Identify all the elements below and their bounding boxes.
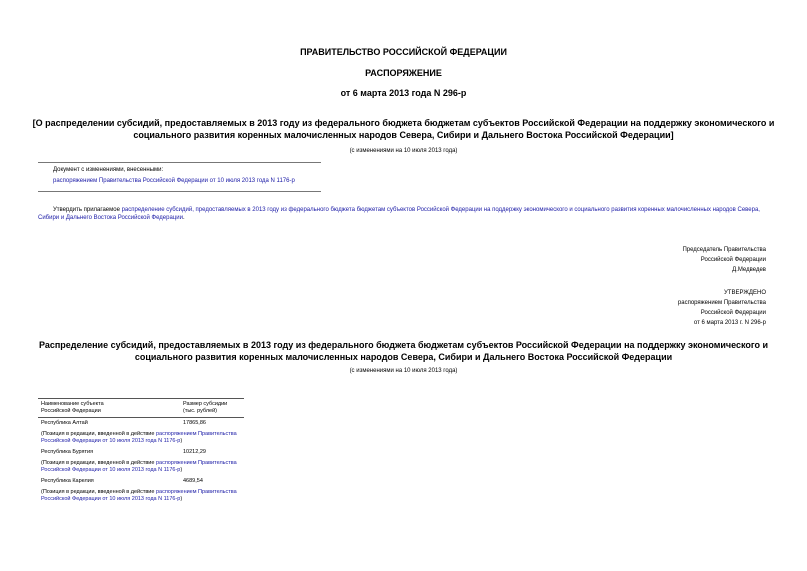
approval-block xyxy=(678,288,766,328)
changes-label: Документ с изменениями, внесенными: xyxy=(53,167,164,173)
amount-cell: 10212,29 xyxy=(183,449,206,455)
body-distribution-link[interactable]: распределение субсидий, предоставляемых в 2013 году из федерального бюджета бюджетам субъектов Российской Федерации на поддержку экономического и социального развития коренных малочисленных народов Севера, Сибири и Дальнего Востока Российской Федерации xyxy=(38,207,760,221)
approval-line1: УТВЕРЖДЕНО xyxy=(723,290,766,296)
amount-cell: 4689,54 xyxy=(183,478,203,484)
note-link[interactable]: распоряжением Правительства Российской Федерации от 10 июля 2013 года N 1176-р xyxy=(41,431,237,444)
header-region: Наименование субъекта Российской Федерации xyxy=(38,399,180,418)
position-note: (Позиция в редакции, введенной в действие распоряжением Правительства Российской Федерации от 10 июля 2013 года N 1176-р) xyxy=(41,489,237,502)
approval-line4: от 6 марта 2013 г. N 296-р xyxy=(693,320,766,326)
header-amount: Размер субсидии (тыс. рублей) xyxy=(180,399,244,418)
distribution-edition-note: (с изменениями на 10 июля 2013 года) xyxy=(349,368,458,374)
changes-link-text[interactable]: распоряжением Правительства Российской Федерации от 10 июля 2013 года N 1176-р xyxy=(53,178,295,184)
table-row-note xyxy=(38,429,244,447)
body-text-before: Утвердить прилагаемое xyxy=(53,207,122,213)
order-type-heading: РАСПОРЯЖЕНИЕ xyxy=(365,68,442,78)
changes-link[interactable] xyxy=(53,178,295,184)
table-row xyxy=(38,476,244,487)
divider-top xyxy=(38,162,321,163)
note-link[interactable]: распоряжением Правительства Российской Федерации от 10 июля 2013 года N 1176-р xyxy=(41,460,237,473)
order-date-number: от 6 марта 2013 года N 296-р xyxy=(340,88,467,98)
region-cell: Республика Бурятия xyxy=(41,449,94,455)
signature-line2: Российской Федерации xyxy=(700,257,766,263)
table-header-row xyxy=(38,399,244,418)
table-row xyxy=(38,418,244,430)
position-note: (Позиция в редакции, введенной в действие распоряжением Правительства Российской Федерации от 10 июля 2013 года N 1176-р) xyxy=(41,460,237,473)
approval-line2: распоряжением Правительства xyxy=(677,300,766,306)
document-title: [О распределении субсидий, предоставляемых в 2013 году из федерального бюджета бюджетам субъектов Российской Федерации на поддержку экономического и социального развития коренных малочисленных народов Севера, Сибири и Дальнего Востока Российской Федерации] xyxy=(32,118,775,140)
distribution-title: Распределение субсидий, предоставляемых в 2013 году из федерального бюджета бюджетам субъектов Российской Федерации на поддержку экономического и социального развития коренных малочисленных народов Севера, Сибири и Дальнего Востока Российской Федерации xyxy=(38,340,769,362)
government-heading: ПРАВИТЕЛЬСТВО РОССИЙСКОЙ ФЕДЕРАЦИИ xyxy=(300,47,507,57)
signature-line1: Председатель Правительства xyxy=(682,247,766,253)
region-cell: Республика Карелия xyxy=(41,478,94,484)
table-row-note xyxy=(38,458,244,476)
edition-note: (с изменениями на 10 июля 2013 года) xyxy=(349,148,458,154)
position-note: (Позиция в редакции, введенной в действие распоряжением Правительства Российской Федерации от 10 июля 2013 года N 1176-р) xyxy=(41,431,237,444)
region-cell: Республика Алтай xyxy=(41,420,88,426)
subsidy-table xyxy=(38,398,244,505)
table-row xyxy=(38,447,244,458)
amount-cell: 17865,86 xyxy=(183,420,206,426)
table-row-note xyxy=(38,487,244,505)
signature-block xyxy=(682,245,766,275)
body-paragraph: Утвердить прилагаемое распределение субсидий, предоставляемых в 2013 году из федерального бюджета бюджетам субъектов Российской Федерации на поддержку экономического и социального развития коренных малочисленных народов Севера, Сибири и Дальнего Востока Российской Федерации. xyxy=(38,207,760,221)
approval-line3: Российской Федерации xyxy=(700,310,766,316)
divider-bottom xyxy=(38,191,321,192)
signature-line3: Д.Медведев xyxy=(732,267,766,273)
note-link[interactable]: распоряжением Правительства Российской Федерации от 10 июля 2013 года N 1176-р xyxy=(41,489,237,502)
